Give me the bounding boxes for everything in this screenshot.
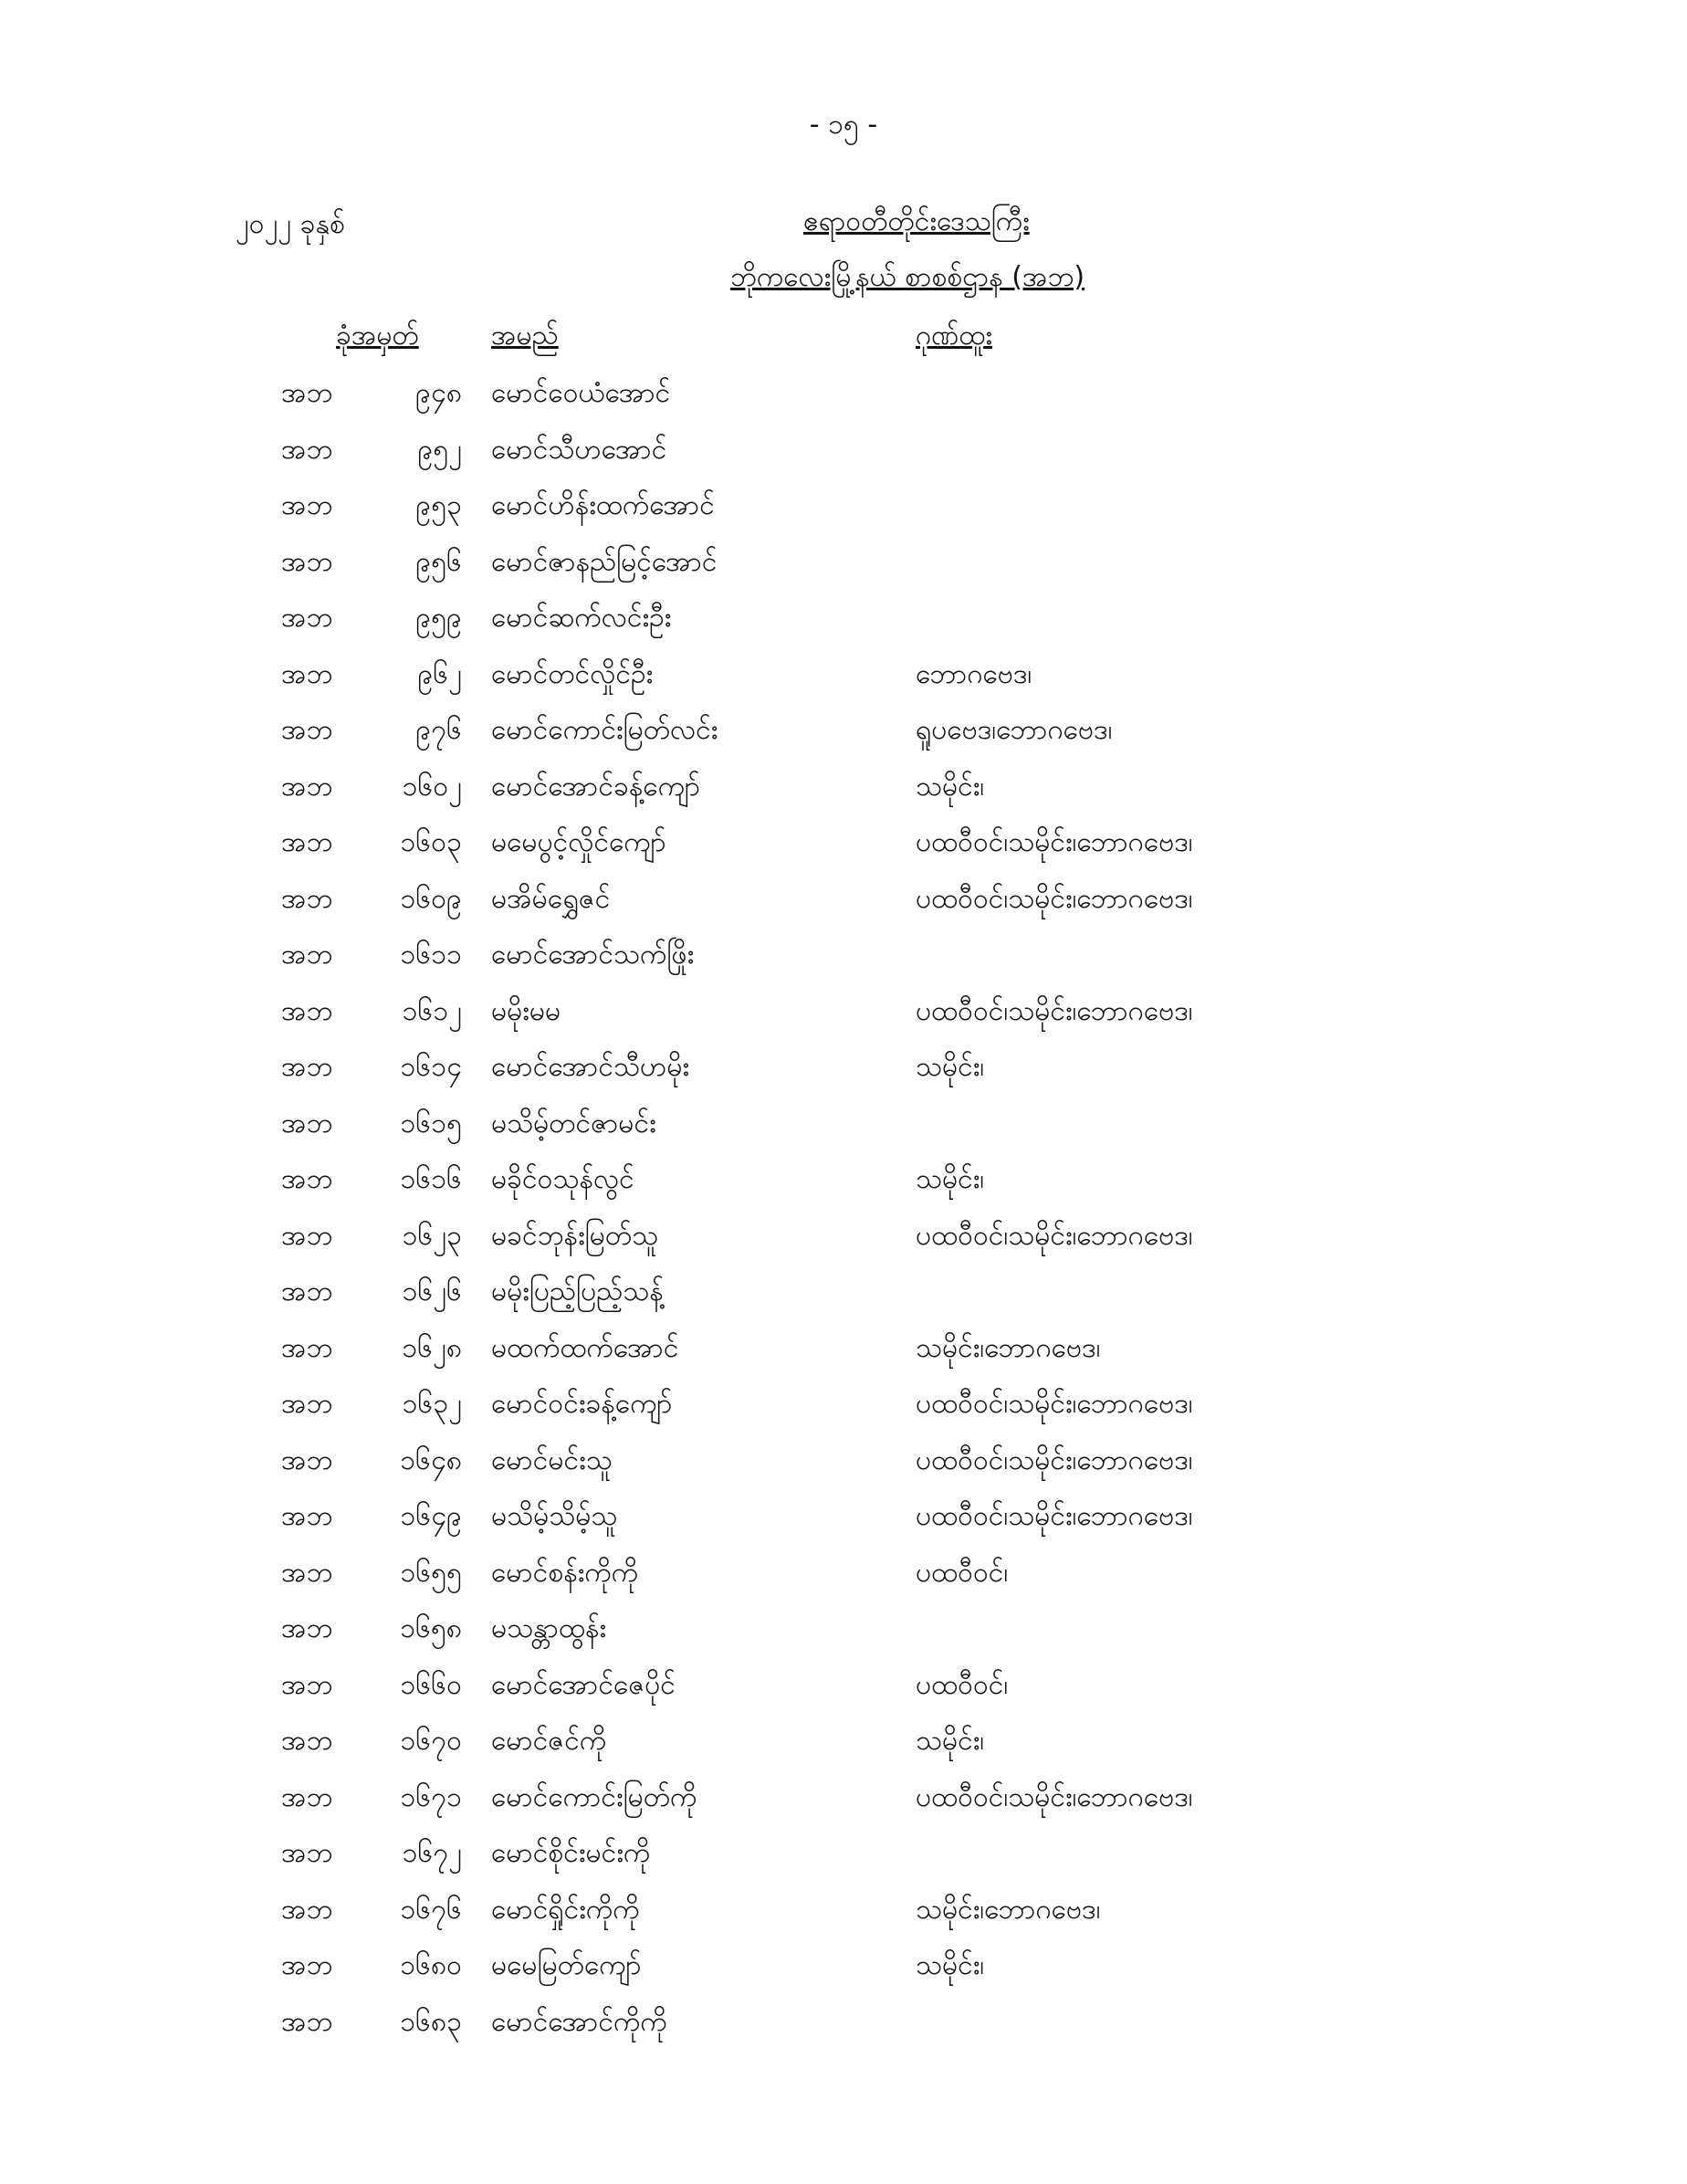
table-row <box>0 1318 1687 1375</box>
roll-number: ၁၆၇၀ <box>400 1725 462 1757</box>
roll-prefix: အဘ <box>281 1893 333 1926</box>
distinction: ရူပဗေဒ၊ဘောဂဗေဒ၊ <box>916 714 1113 746</box>
table-row <box>0 925 1687 982</box>
roll-prefix: အဘ <box>281 714 333 746</box>
student-name: မောင်ဝေယံအောင် <box>491 377 671 409</box>
roll-number: ၉၇၆ <box>415 714 462 746</box>
distinction: သမိုင်း၊ <box>916 1949 985 1981</box>
student-name: မောင်စန်းကိုကို <box>491 1556 639 1589</box>
table-row <box>0 1374 1687 1431</box>
student-name: မောင်သီဟအောင် <box>491 433 667 466</box>
distinction: ပထဝီဝင်၊ <box>916 1668 1009 1701</box>
roll-number: ၁၆၈၀ <box>400 1949 462 1981</box>
column-header-roll-no: ခုံအမှတ် <box>336 320 419 352</box>
roll-number: ၁၆၇၁ <box>400 1780 462 1813</box>
column-header-distinction: ဂုဏ်ထူး <box>916 320 992 352</box>
roll-number: ၁၆၁၂ <box>402 994 462 1027</box>
distinction: သမိုင်း၊ဘောဂဗေဒ၊ <box>916 1893 1101 1926</box>
student-name: မောင်ကောင်းမြတ်လင်း <box>491 714 718 746</box>
table-row <box>0 588 1687 645</box>
table-row <box>0 1823 1687 1880</box>
roll-prefix: အဘ <box>281 1388 333 1420</box>
student-name: မခင်ဘုန်းမြတ်သူ <box>491 1219 659 1252</box>
roll-number: ၁၆၃၂ <box>402 1388 462 1420</box>
roll-prefix: အဘ <box>281 2005 333 2038</box>
roll-number: ၁၆၅၈ <box>400 1612 462 1644</box>
table-row <box>0 1543 1687 1600</box>
column-header-name: အမည် <box>491 320 559 352</box>
roll-prefix: အဘ <box>281 1500 333 1532</box>
table-row <box>0 700 1687 757</box>
distinction: ပထဝီဝင်၊သမိုင်း၊ဘောဂဗေဒ၊ <box>916 1780 1193 1813</box>
year-label: ၂၀၂၂ ခုနှစ် <box>236 208 345 240</box>
student-name: မောင်အောင်ခန့်ကျော် <box>491 770 701 803</box>
roll-number: ၁၆၀၉ <box>400 882 462 915</box>
student-name: မောင်မင်းသူ <box>491 1444 613 1476</box>
table-row <box>0 1206 1687 1263</box>
roll-prefix: အဘ <box>281 1163 333 1195</box>
roll-prefix: အဘ <box>281 1276 333 1307</box>
roll-number: ၁၆၁၆ <box>400 1163 462 1195</box>
table-row <box>0 1262 1687 1318</box>
student-name: မောင်တင်လှိုင်ဦး <box>491 657 654 690</box>
roll-prefix: အဘ <box>281 1331 333 1364</box>
roll-number: ၁၆၀၂ <box>402 770 462 803</box>
table-row <box>0 1711 1687 1768</box>
student-name: မသိမ့်တင်ဇာမင်း <box>491 1107 656 1139</box>
table-row <box>0 1094 1687 1150</box>
roll-prefix: အဘ <box>281 1444 333 1476</box>
distinction: ပထဝီဝင်၊သမိုင်း၊ဘောဂဗေဒ၊ <box>916 1500 1193 1532</box>
student-name: မမိုးပြည့်ပြည့်သန့် <box>491 1276 664 1307</box>
roll-number: ၉၅၃ <box>415 489 462 521</box>
distinction: ပထဝီဝင်၊သမိုင်း၊ဘောဂဗေဒ၊ <box>916 994 1193 1027</box>
roll-prefix: အဘ <box>281 545 333 578</box>
table-row <box>0 1037 1687 1094</box>
roll-prefix: အဘ <box>281 1780 333 1813</box>
table-row <box>0 1936 1687 1992</box>
table-row <box>0 869 1687 926</box>
table-row <box>0 813 1687 869</box>
table-row <box>0 1486 1687 1543</box>
distinction: ပထဝီဝင်၊ <box>916 1556 1009 1589</box>
student-name: မောင်ဟိန်းထက်အောင် <box>491 489 715 521</box>
distinction: သမိုင်း၊ <box>916 1725 985 1757</box>
student-name: မမိုးမမ <box>491 994 561 1027</box>
table-row <box>0 1150 1687 1206</box>
roll-prefix: အဘ <box>281 433 333 466</box>
roll-prefix: အဘ <box>281 657 333 690</box>
table-row <box>0 1768 1687 1824</box>
student-name: မောင်ကောင်းမြတ်ကို <box>491 1780 697 1813</box>
student-name: မထက်ထက်အောင် <box>491 1331 679 1364</box>
roll-prefix: အဘ <box>281 882 333 915</box>
roll-prefix: အဘ <box>281 602 333 634</box>
roll-number: ၉၄၈ <box>415 377 462 409</box>
distinction: ပထဝီဝင်၊သမိုင်း၊ဘောဂဗေဒ၊ <box>916 1444 1193 1476</box>
results-list <box>0 363 1687 2048</box>
table-row <box>0 476 1687 532</box>
roll-prefix: အဘ <box>281 1051 333 1083</box>
roll-number: ၁၆၂၈ <box>402 1331 462 1364</box>
distinction: သမိုင်း၊ <box>916 1051 985 1083</box>
roll-prefix: အဘ <box>281 489 333 521</box>
roll-number: ၉၅၆ <box>415 545 462 578</box>
table-row <box>0 1655 1687 1712</box>
roll-prefix: အဘ <box>281 1612 333 1644</box>
roll-number: ၁၆၄၈ <box>400 1444 462 1476</box>
roll-number: ၁၆၂၆ <box>402 1276 462 1307</box>
page-number: - ၁၅ - <box>809 109 878 141</box>
student-name: မောင်အောင်သက်ဖြိုး <box>491 939 695 971</box>
student-name: မောင်ဇာနည်မြင့်အောင် <box>491 545 718 578</box>
distinction: ပထဝီဝင်၊သမိုင်း၊ဘောဂဗေဒ၊ <box>916 1219 1193 1252</box>
roll-number: ၉၆၂ <box>417 657 462 690</box>
table-row <box>0 982 1687 1038</box>
roll-prefix: အဘ <box>281 1107 333 1139</box>
roll-prefix: အဘ <box>281 1725 333 1757</box>
distinction: ပထဝီဝင်၊သမိုင်း၊ဘောဂဗေဒ၊ <box>916 1388 1193 1420</box>
roll-prefix: အဘ <box>281 377 333 409</box>
distinction: ဘောဂဗေဒ၊ <box>916 657 1032 690</box>
student-name: မမေမြတ်ကျော် <box>491 1949 642 1981</box>
table-row <box>0 363 1687 420</box>
roll-number: ၁၆၂၃ <box>402 1219 462 1252</box>
roll-number: ၁၆၇၂ <box>402 1837 462 1869</box>
student-name: မောင်အောင်ကိုကို <box>491 2005 667 2038</box>
table-row <box>0 1992 1687 2049</box>
roll-number: ၁၆၅၅ <box>400 1556 462 1589</box>
roll-prefix: အဘ <box>281 1949 333 1981</box>
roll-prefix: အဘ <box>281 939 333 971</box>
roll-number: ၁၆၁၅ <box>400 1107 462 1139</box>
student-name: မောင်ရှိုင်းကိုကို <box>491 1893 640 1926</box>
distinction: ပထဝီဝင်၊သမိုင်း၊ဘောဂဗေဒ၊ <box>916 826 1193 858</box>
distinction: ပထဝီဝင်၊သမိုင်း၊ဘောဂဗေဒ၊ <box>916 882 1193 915</box>
roll-number: ၁၆၁၁ <box>400 939 462 971</box>
student-name: မအိမ်ရွှေဇင် <box>491 882 611 915</box>
student-name: မောင်အောင်သီဟမိုး <box>491 1051 690 1083</box>
roll-number: ၉၅၂ <box>417 433 462 466</box>
roll-prefix: အဘ <box>281 1556 333 1589</box>
roll-number: ၁၆၀၃ <box>400 826 462 858</box>
student-name: မောင်စိုင်းမင်းကို <box>491 1837 651 1869</box>
roll-number: ၁၆၁၄ <box>400 1051 462 1083</box>
roll-number: ၁၆၈၃ <box>400 2005 462 2038</box>
roll-prefix: အဘ <box>281 1837 333 1869</box>
township-title: ဘိုကလေးမြို့နယ် စာစစ်ဌာန (အဘ) <box>730 261 1085 293</box>
student-name: မောင်ဝင်းခန့်ကျော် <box>491 1388 673 1420</box>
student-name: မောင်အောင်ဇေပိုင် <box>491 1668 676 1701</box>
table-row <box>0 645 1687 701</box>
roll-number: ၁၆၇၆ <box>400 1893 462 1926</box>
table-row <box>0 532 1687 589</box>
roll-prefix: အဘ <box>281 826 333 858</box>
student-name: မသန္တာထွန်း <box>491 1612 607 1644</box>
roll-number: ၁၆၆၀ <box>400 1668 462 1701</box>
table-row <box>0 757 1687 814</box>
roll-prefix: အဘ <box>281 1668 333 1701</box>
student-name: မမေပွင့်လှိုင်ကျော် <box>491 826 666 858</box>
student-name: မောင်ဆက်လင်းဦး <box>491 602 672 634</box>
table-row <box>0 1431 1687 1487</box>
roll-number: ၁၆၄၉ <box>400 1500 462 1532</box>
roll-number: ၉၅၉ <box>415 602 462 634</box>
table-row <box>0 1599 1687 1655</box>
student-name: မခိုင်ဝသုန်လွင် <box>491 1163 634 1195</box>
student-name: မောင်ဇင်ကို <box>491 1725 607 1757</box>
table-row <box>0 1880 1687 1937</box>
roll-prefix: အဘ <box>281 994 333 1027</box>
distinction: သမိုင်း၊ <box>916 770 985 803</box>
table-row <box>0 420 1687 477</box>
region-title: ဧရာဝတီတိုင်းဒေသကြီး <box>803 205 1030 237</box>
roll-prefix: အဘ <box>281 770 333 803</box>
roll-prefix: အဘ <box>281 1219 333 1252</box>
distinction: သမိုင်း၊ <box>916 1163 985 1195</box>
student-name: မသိမ့်သိမ့်သူ <box>491 1500 618 1532</box>
distinction: သမိုင်း၊ဘောဂဗေဒ၊ <box>916 1331 1101 1364</box>
